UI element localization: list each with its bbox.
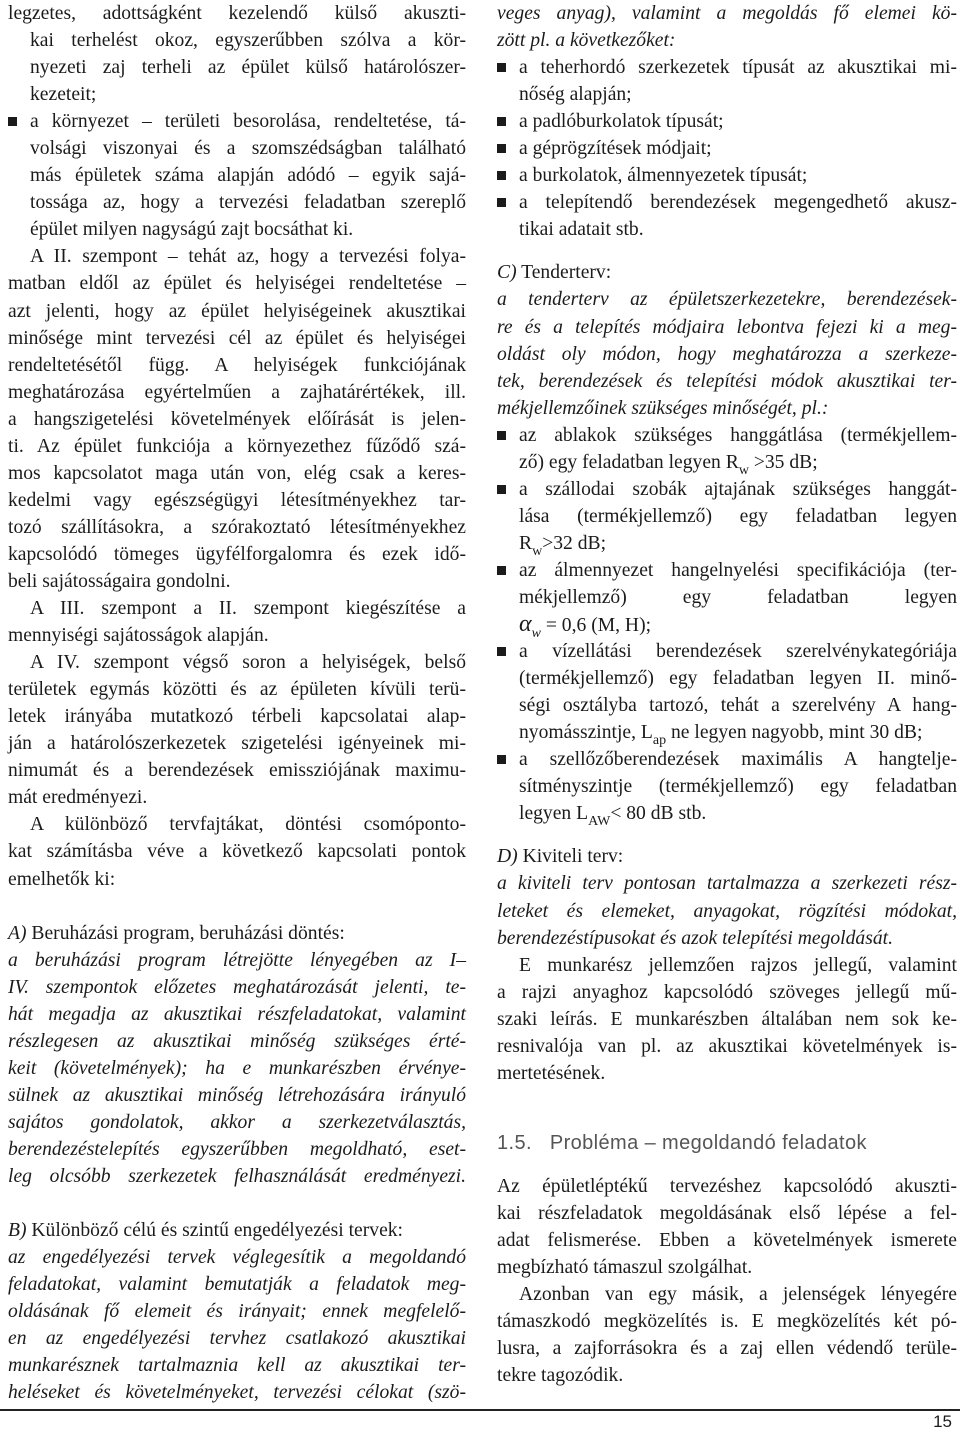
bullet-square-icon: [497, 144, 506, 153]
text-line: leg olcsóbb szerkezetek felhasználását eredményezi.: [8, 1165, 466, 1187]
text-line: munkarésznek tartalmaznia kell az akusztikai ter-: [8, 1355, 466, 1377]
math-symbol: $R_w$: [519, 532, 543, 559]
text-line: oldásának fő elemeit és irányait; ennek megfelelő-: [8, 1301, 466, 1323]
text-line: $\alpha_w = 0,6$ (M, H);: [519, 611, 652, 642]
text-line: zött pl. a következőket:: [497, 30, 676, 52]
text-line: $R_w>32$ dB;: [519, 532, 607, 559]
bullet-square-icon: [497, 171, 506, 180]
text-line: feladatokat, valamint bemutatják a feladatok meg-: [8, 1274, 466, 1296]
text-line: a hangszigetelési követelmények előírását is jelen-: [8, 408, 466, 430]
bullet-square-icon: [497, 198, 506, 207]
text-line: a beruházási program létrejötte lényegében az I–: [8, 949, 466, 971]
text-line: mertetésének.: [497, 1062, 606, 1084]
paragraph-gap: [497, 1157, 957, 1173]
list-item: a szellőzőberendezések maximális A hangtelje-: [497, 746, 957, 773]
text-line: hát megadja az akusztikai részfeladatokat, valamint: [8, 1003, 466, 1025]
text-line: azt jelenti, hogy az épület helyiségeinek akusztikai: [8, 300, 466, 322]
text-line: Az épületléptékű tervezéshez kapcsolódó akuszti-: [497, 1175, 957, 1197]
text-line: nimumát és a berendezések emissziójának maximu-: [8, 760, 466, 782]
bullet-square-icon: [497, 431, 506, 440]
text-line: A különböző tervfajtákat, döntési csomóponto-: [30, 814, 466, 836]
text-line: ségi osztályba tartozó, tehát a szerelvény A hang-: [519, 695, 957, 717]
paragraph-gap: [497, 243, 957, 259]
list-item: a telepítendő berendezések megengedhető akusz-: [497, 189, 957, 216]
left-column: [8, 0, 466, 1406]
text-line: B) Különböző célú és szintű engedélyezési tervek:: [8, 1220, 404, 1242]
subscript: w: [738, 462, 749, 478]
text-line: veges anyag), valamint a megoldás fő elemei kö-: [497, 3, 957, 24]
subscript: ap: [652, 733, 667, 749]
bullet-square-icon: [8, 117, 17, 126]
text-line: kai terhelést okoz, egyszerűbben szólva a kör-: [30, 30, 466, 52]
math-symbol: $L_{AW}$: [576, 803, 611, 830]
subscript: AW: [588, 814, 611, 830]
section-heading: 1.5. Probléma – megoldandó feladatok: [497, 1131, 867, 1154]
list-item: a géprögzítések módjait;: [497, 135, 957, 162]
text-line: Azonban van egy másik, a jelenségek lényegére: [519, 1284, 957, 1306]
text-line: (termékjellemző) egy feladatban legyen II. minő-: [519, 668, 957, 690]
text-line: mékjellemzőinek szükséges minőségét, pl.:: [497, 397, 829, 419]
text-line: részlegesen az akusztikai minőség szükséges érté-: [8, 1030, 466, 1052]
text-line: a tenderterv az épületszerkezetekre, berendezések-: [497, 289, 957, 311]
subscript: w: [532, 543, 543, 559]
text-line: kezeteit;: [30, 84, 97, 106]
bullet-square-icon: [497, 117, 506, 126]
text-line: heléseket és követelményeket, tervezési célokat (szö-: [8, 1382, 466, 1404]
text-line: tossága az, hogy a tervezési feladatban szereplő: [30, 192, 466, 214]
text-line: tekre tagozódik.: [497, 1365, 624, 1387]
text-line: megbízható támaszul szolgálhat.: [497, 1257, 753, 1279]
text-line: sülnek az akusztikai minőség létrehozására irányuló: [8, 1084, 466, 1106]
text-line: mát eredményezi.: [8, 787, 148, 809]
text-line: emelhetők ki:: [8, 868, 116, 890]
text-line: adat felismerése. Ebben a követelmények ismerete: [497, 1229, 957, 1251]
text-line: a kiviteli terv pontosan tartalmazza a szerkezeti rész-: [497, 873, 957, 895]
text-line: oldást oly módon, hogy meghatározza a szerkeze-: [497, 343, 957, 365]
text-line: A IV. szempont végső soron a helyiségek, belső: [30, 652, 466, 674]
text-line: resnivalója van pl. az akusztikai követelmények is-: [497, 1035, 957, 1057]
text-line: kai részfeladatok megoldásának első lépése a fel-: [497, 1202, 957, 1224]
bullet-square-icon: [497, 647, 506, 656]
text-line: A II. szempont – tehát az, hogy a tervezési folya-: [30, 246, 466, 268]
paragraph-gap: [8, 893, 466, 920]
text-line: volsági viszonyai és a szomszédságban található: [30, 138, 466, 160]
text-line: A) Beruházási program, beruházási döntés:: [8, 922, 345, 944]
list-item: az ablakok szükséges hanggátlása (termékjellem-: [497, 422, 957, 449]
math-symbol: $R_w$: [725, 451, 749, 478]
paragraph-gap: [497, 827, 957, 843]
text-line: a rajzi anyaghoz kapcsolódó szöveges jellegű mű-: [497, 981, 957, 1003]
text-line: re és a telepítés módjaira lebontva fejezi ki a meg-: [497, 316, 957, 338]
text-line: matban eldől az épület és helyiségei rendeltetése –: [8, 273, 466, 295]
text-line: nyezeti zaj terheli az épület külső határolószer-: [30, 57, 466, 79]
text-line: legzetes, adottságként kezelendő külső akuszti-: [8, 3, 466, 24]
text-line: leteket és elemeket, anyagokat, rögzítési módokat,: [497, 900, 957, 922]
text-line: tek, berendezések és telepítési módok akusztikai ter-: [497, 370, 957, 392]
text-line: en az engedélyezési tervhez csatlakozó akusztikai: [8, 1328, 466, 1350]
text-line: E munkarész jellemzően rajzos jellegű, valamint: [519, 954, 957, 976]
text-line: mékjellemző) egy feladatban legyen: [519, 586, 957, 608]
text-line: legyen $L_{AW}< 80$ dB stb.: [519, 803, 707, 830]
text-line: épület milyen nagyságú zajt bocsáthat ki.: [30, 219, 354, 241]
text-line: tozó szállításokra, a szórakoztató létesítményekhez: [8, 516, 466, 538]
math-symbol: $L_{ap}$: [640, 722, 667, 749]
section-letter: B): [8, 1220, 27, 1242]
text-line: keit (követelmények); ha e munkarészben érvénye-: [8, 1057, 466, 1079]
math-symbol: $\alpha_w$: [519, 611, 541, 642]
right-column: [497, 0, 957, 1389]
text-line: az engedélyezési tervek véglegesítik a megoldandó: [8, 1247, 466, 1269]
bullet-square-icon: [497, 63, 506, 72]
paragraph-gap: [8, 1190, 466, 1217]
text-line: mos kapcsolatot maga után von, elég csak a keres-: [8, 462, 466, 484]
text-line: minősége mint tervezési cél az épület és helyiségei: [8, 327, 466, 349]
text-line: más épületek száma alapján adódó – egyik sajá-: [30, 165, 466, 187]
text-line: területek egymás közötti és az épületen kívüli terü-: [8, 679, 466, 701]
text-line: beli sajátosságaira gondolni.: [8, 570, 231, 592]
list-item: a vízellátási berendezések szerelvénykategóriája: [497, 638, 957, 665]
text-line: ján a határolószerkezetek szigetelési igényeinek mi-: [8, 733, 466, 755]
text-line: tikai adatait stb.: [519, 219, 644, 241]
text-line: nőség alapján;: [519, 84, 632, 106]
text-line: támaszkodó megközelítés is. E megközelítés két pó-: [497, 1311, 957, 1333]
text-line: nyomásszintje, $L_{ap}$ ne legyen nagyobb, mint 30 dB;: [519, 722, 923, 749]
text-line: a környezet – területi besorolása, rendeltetése, tá-: [8, 108, 466, 135]
text-line: rendeltetésétől függ. A helyiségek funkciójának: [8, 354, 466, 376]
paragraph-gap: [497, 1114, 957, 1130]
text-line: A III. szempont a II. szempont kiegészítése a: [30, 598, 466, 620]
text-line: berendezéstelepítés egyszerűbben megoldható, eset-: [8, 1138, 466, 1160]
text-line: kat számításba véve a következő kapcsolati pontok: [8, 841, 466, 863]
text-line: sítményszintje (termékjellemző) egy feladatban: [519, 776, 957, 798]
text-line: mennyiségi sajátosságok alapján.: [8, 625, 269, 647]
section-heading-d: D) Kiviteli terv:: [497, 846, 624, 868]
bullet-square-icon: [497, 566, 506, 575]
text-line: szaki leírás. E munkarészben általában nem sok ke-: [497, 1008, 957, 1030]
list-item: a burkolatok, álmennyezetek típusát;: [497, 162, 957, 189]
section-letter: C): [497, 262, 517, 284]
text-line: berendezéstípusokat és azok telepítési megoldását.: [497, 927, 893, 949]
text-line: meghatározása egyértelműen a zajhatárértékek, ill.: [8, 381, 466, 403]
section-heading-c: C) Tenderterv:: [497, 262, 612, 284]
text-line: lása (termékjellemző) egy feladatban legyen: [519, 505, 957, 527]
bullet-square-icon: [497, 755, 506, 764]
text-line: lusra, a zajforrásokra és a zaj ellen védendő terüle-: [497, 1338, 957, 1360]
list-item: az álmennyezet hangelnyelési specifikációja (ter-: [497, 557, 957, 584]
list-item: a szállodai szobák ajtajának szükséges hanggát-: [497, 476, 957, 503]
paragraph-gap: [497, 1087, 957, 1114]
section-letter: D): [497, 846, 518, 868]
section-letter: A): [8, 922, 27, 944]
text-line: kapcsolódó tömeges ügyfélforgalomra és ezek idő-: [8, 543, 466, 565]
text-line: kedelmi vagy egészségügyi létesítményekhez tar-: [8, 489, 466, 511]
text-line: IV. szempontok előzetes meghatározását jelenti, te-: [8, 976, 466, 998]
text-line: letek irányába mutatkozó térbeli kapcsolatai alap-: [8, 706, 466, 728]
text-line: sajátos gondolatok, akkor a szerkezetválasztás,: [8, 1111, 466, 1133]
list-item: a teherhordó szerkezetek típusát az akusztikai mi-: [497, 54, 957, 81]
list-item: a padlóburkolatok típusát;: [497, 108, 957, 135]
footer-rule: [0, 1409, 960, 1411]
page-number: 15: [933, 1412, 952, 1431]
text-line: ti. Az épület funkciója a környezethez fűződő szá-: [8, 435, 466, 457]
subscript: w: [531, 626, 541, 642]
bullet-square-icon: [497, 485, 506, 494]
text-line: ző) egy feladatban legyen $R_w >35$ dB;: [519, 451, 818, 478]
